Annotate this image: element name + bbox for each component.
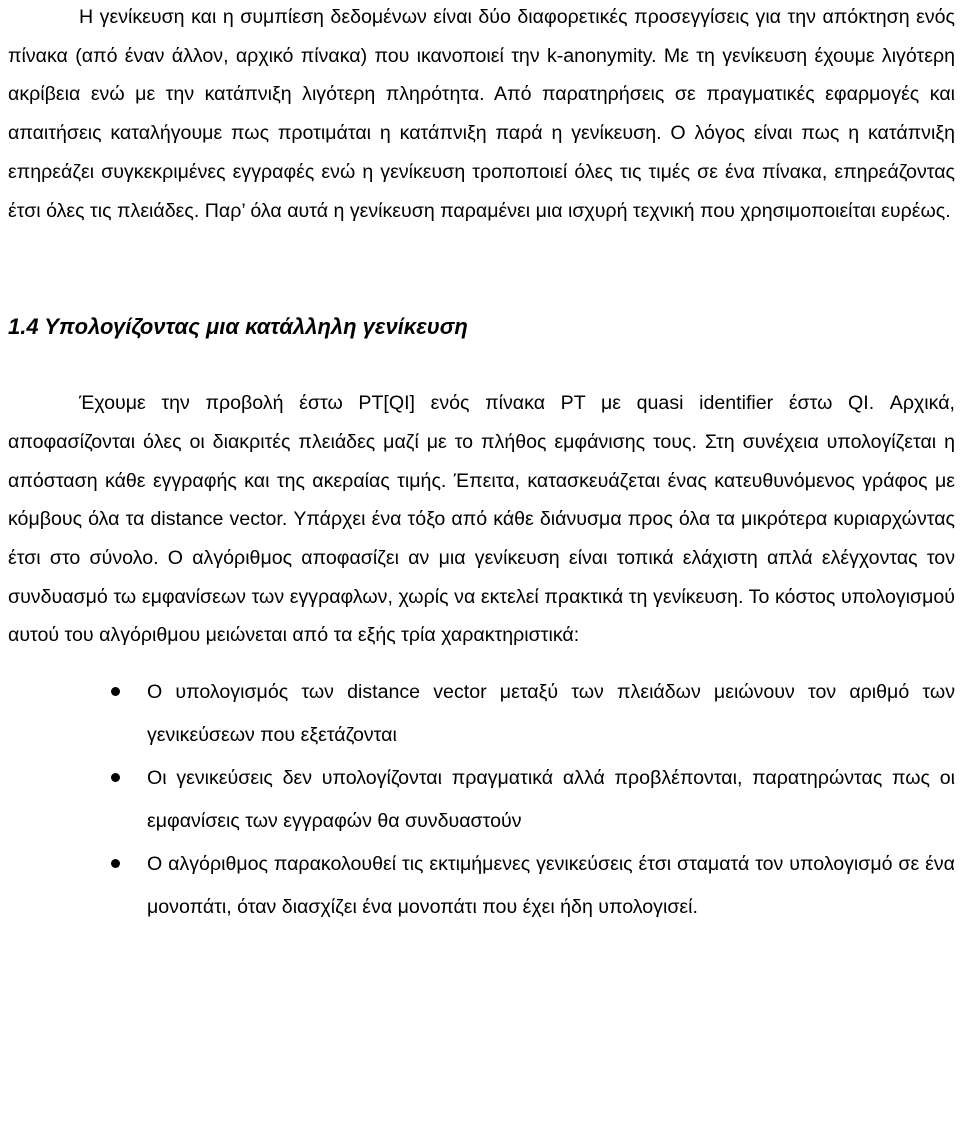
list-item-text: Ο υπολογισμός των distance vector μεταξύ των πλειάδων μειώνουν τον αριθμό των γενικεύσεων που εξετάζονται xyxy=(147,681,955,746)
list-item-text: Ο αλγόριθμος παρακολουθεί τις εκτιμήμενες γενικεύσεις έτσι σταματά τον υπολογισμό σε ένα μονοπάτι, όταν διασχίζει ένα μονοπάτι που έχει ήδη υπολογισεί. xyxy=(147,853,955,918)
list-item xyxy=(147,671,955,756)
list-item-text: Οι γενικεύσεις δεν υπολογίζονται πραγματικά αλλά προβλέπονται, παρατηρώντας πως οι εμφανίσεις των εγγραφών θα συνδυαστούν xyxy=(147,767,955,832)
section-heading: 1.4 Υπολογίζοντας μια κατάλληλη γενίκευση xyxy=(8,314,468,340)
bullet-icon xyxy=(111,773,120,782)
list-item xyxy=(147,757,955,842)
bullet-icon xyxy=(111,859,120,868)
document-page xyxy=(8,0,955,929)
list-item xyxy=(147,843,955,928)
body-paragraph-algorithm: Έχουμε την προβολή έστω PT[QI] ενός πίνακα PT με quasi identifier έστω QI. Αρχικά, αποφασίζονται όλες οι διακριτές πλειάδες μαζί με το πλήθος εμφάνισης τους. Στη συνέχεια υπολογίζεται η απόσταση κάθε εγγραφής και της ακεραίας τιμής. Έπειτα, κατασκευάζεται ένας κατευθυνόμενος γράφος με κόμβους όλα τα distance vector. Υπάρχει ένα τόξο από κάθε διάνυσμα προς όλα τα μικρότερα κυριαρχώντας έτσι στο σύνολο. Ο αλγόριθμος αποφασίζει αν μια γενίκευση είναι τοπικά ελάχιστη απλά ελέγχοντας τον συνδυασμό τω εμφανίσεων των εγγραφλων, χωρίς να εκτελεί πρακτικά τη γενίκευση. Το κόστος υπολογισμού αυτού του αλγόριθμου μειώνεται από τα εξής τρία χαρακτηριστικά: xyxy=(8,392,955,647)
characteristics-list xyxy=(8,671,955,928)
body-paragraph-generalization-suppression: Η γενίκευση και η συμπίεση δεδομένων είναι δύο διαφορετικές προσεγγίσεις για την απόκτηση ενός πίνακα (από έναν άλλον, αρχικό πίνακα) που ικανοποιεί την k-anonymity. Με τη γενίκευση έχουμε λιγότερη ακρίβεια ενώ με την κατάπνιξη λιγότερη πληρότητα. Από παρατηρήσεις σε πραγματικές εφαρμογές και απαιτήσεις καταλήγουμε πως προτιμάται η κατάπνιξη παρά η γενίκευση. Ο λόγος είναι πως η κατάπνιξη επηρεάζει συγκεκριμένες εγγραφές ενώ η γενίκευση τροποποιεί όλες τις τιμές σε ένα πίνακα, επηρεάζοντας έτσι όλες τις πλειάδες. Παρ’ όλα αυτά η γενίκευση παραμένει μια ισχυρή τεχνική που χρησιμοποιείται ευρέως. xyxy=(8,6,955,222)
bullet-icon xyxy=(111,687,120,696)
